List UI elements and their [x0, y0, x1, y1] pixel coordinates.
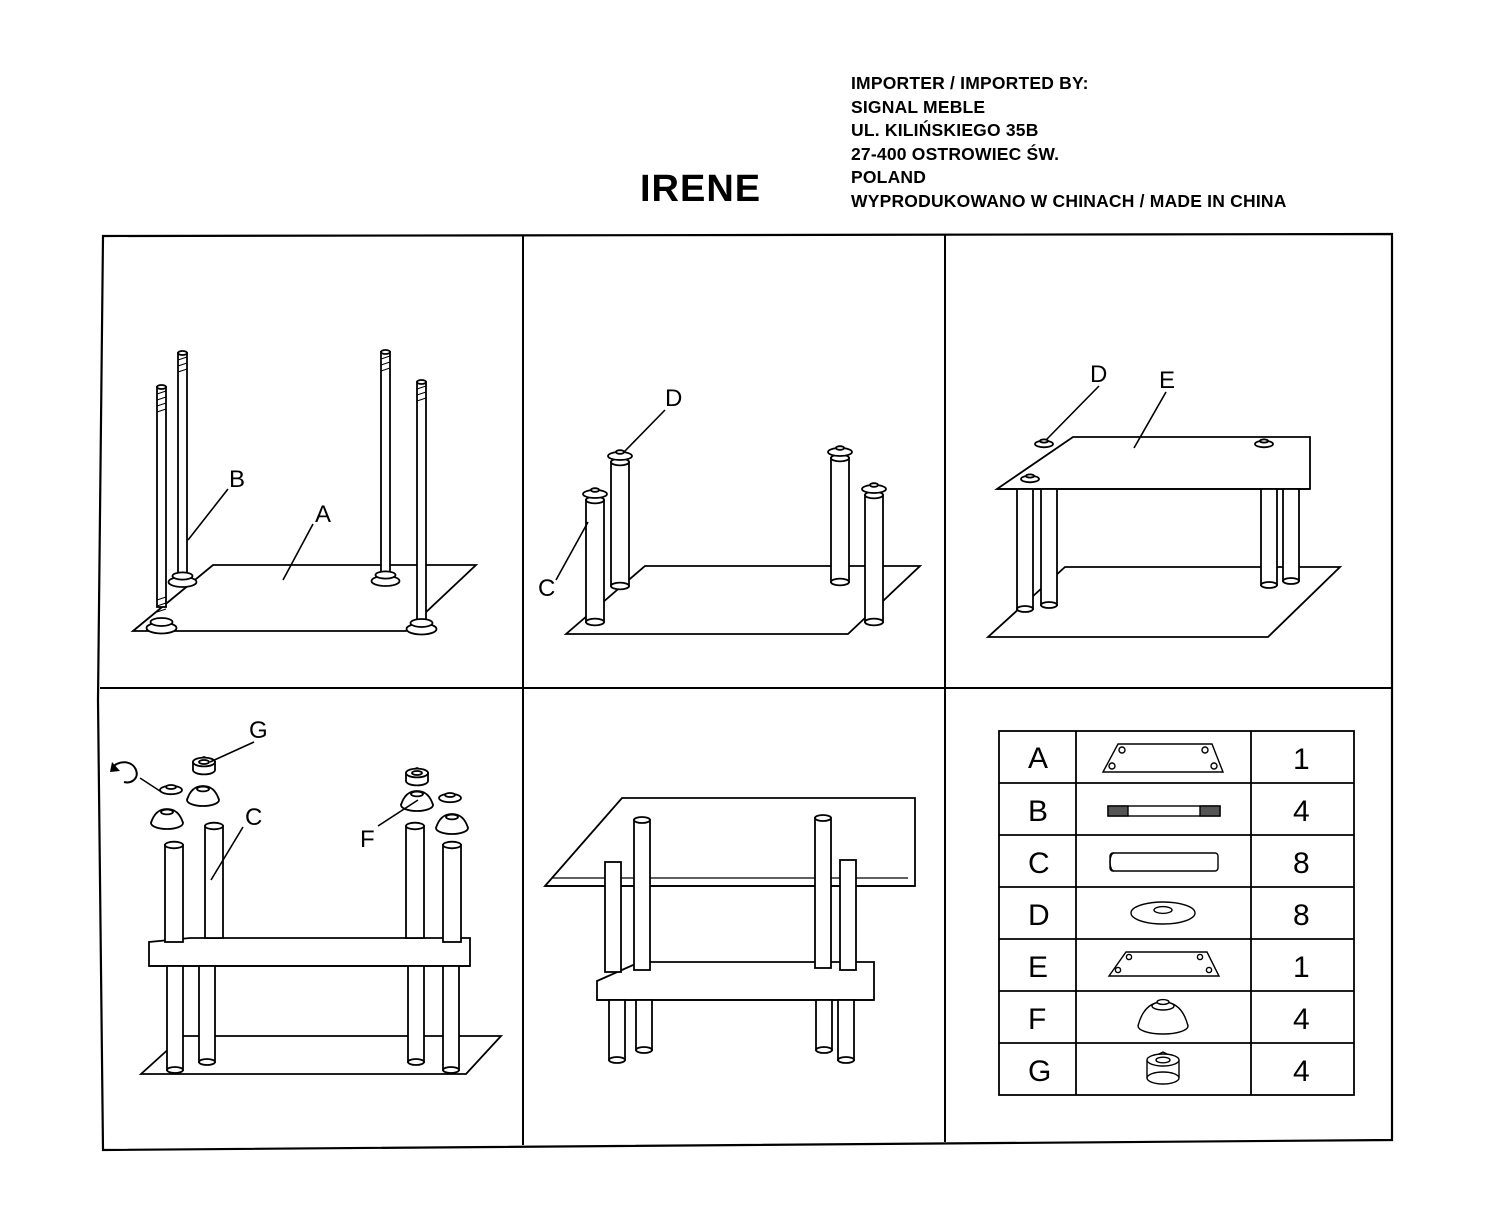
label-b: B — [229, 466, 246, 493]
leader-b — [188, 489, 228, 540]
finished-lower-legs — [609, 1000, 854, 1063]
hardware-stack-left — [151, 757, 219, 829]
leg-c-left-front — [608, 450, 632, 589]
parts-row-letter-g: G — [1028, 1055, 1052, 1088]
part-icon-hex-nut — [1147, 1052, 1179, 1084]
label-d-step3: D — [1090, 361, 1108, 388]
part-icon-threaded-rod — [1108, 806, 1220, 816]
importer-line-1: IMPORTER / IMPORTED BY: — [851, 73, 1089, 93]
upper-legs-c-step4 — [165, 823, 461, 942]
label-a: A — [315, 501, 332, 528]
label-g-step4: G — [249, 717, 268, 744]
label-d-step2: D — [665, 385, 683, 412]
parts-row-letter-a: A — [1028, 742, 1049, 775]
label-f-step4: F — [360, 826, 375, 853]
parts-row-qty-b: 4 — [1293, 795, 1310, 828]
rod-b-rear-right — [372, 350, 400, 586]
label-c-step2: C — [538, 575, 556, 602]
parts-row-letter-c: C — [1028, 847, 1050, 880]
part-icon-washer-disc — [1131, 902, 1195, 924]
parts-row-qty-d: 8 — [1293, 899, 1310, 932]
page-title: IRENE — [640, 168, 762, 210]
label-e-step3: E — [1159, 367, 1176, 394]
parts-row-qty-c: 8 — [1293, 847, 1310, 880]
parts-row-qty-a: 1 — [1293, 743, 1310, 776]
parts-table — [999, 731, 1354, 1095]
panel-step-5 — [545, 798, 915, 1063]
panel-step-2 — [538, 385, 920, 634]
leader-d-step3 — [1046, 386, 1099, 440]
panel-step-1 — [133, 350, 476, 635]
parts-row-letter-e: E — [1028, 951, 1049, 984]
label-c-step4: C — [245, 804, 263, 831]
part-icon-tube-leg — [1110, 853, 1218, 871]
rotate-arrow-icon — [110, 762, 163, 793]
part-icon-glass-bottom-panel — [1103, 744, 1223, 772]
importer-line-5: POLAND — [851, 167, 927, 187]
finished-top-glass — [545, 798, 915, 886]
leader-g-step4 — [210, 742, 254, 762]
leader-d-step2 — [624, 410, 665, 452]
leg-c-left-back — [583, 488, 607, 625]
importer-line-6: WYPRODUKOWANO W CHINACH / MADE IN CHINA — [851, 190, 1287, 211]
rod-b-front-left — [169, 351, 197, 587]
rod-b-rear-left — [147, 385, 177, 634]
importer-line-4: 27-400 OSTROWIEC ŚW. — [851, 143, 1060, 164]
parts-row-letter-d: D — [1028, 899, 1050, 932]
part-icon-glass-top-panel — [1109, 952, 1219, 976]
parts-row-letter-f: F — [1028, 1003, 1047, 1036]
importer-line-2: SIGNAL MEBLE — [851, 96, 986, 117]
leg-c-right-back — [828, 446, 852, 585]
panel-step-3 — [988, 361, 1340, 637]
glass-shelf-step4 — [149, 938, 470, 966]
panel-step-4 — [110, 717, 501, 1074]
parts-row-qty-e: 1 — [1293, 951, 1310, 984]
leg-c-right-front — [862, 483, 886, 625]
parts-row-qty-f: 4 — [1293, 1003, 1310, 1036]
parts-row-letter-b: B — [1028, 795, 1049, 828]
leader-c-step2 — [556, 522, 588, 580]
parts-row-qty-g: 4 — [1293, 1055, 1310, 1088]
importer-line-3: UL. KILIŃSKIEGO 35B — [851, 120, 1039, 140]
